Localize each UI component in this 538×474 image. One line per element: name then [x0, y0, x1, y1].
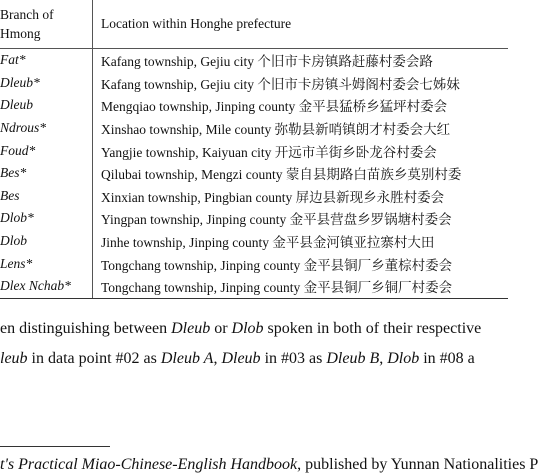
location-cell: Xinshao township, Mile county 弥勒县新哨镇朗才村委会大红: [101, 122, 451, 138]
branch-cell: Fat*: [0, 49, 93, 72]
branch-cell: Ndrous*: [0, 117, 93, 140]
italic-term: Dleub: [171, 320, 211, 337]
branch-cell: Bes: [0, 185, 93, 208]
location-cell: Mengqiao township, Jinping county 金平县猛桥乡猛坪村委会: [101, 99, 448, 115]
table-row: [0, 94, 508, 117]
table-row: [0, 162, 508, 185]
header-branch-line1: Branch of: [0, 7, 54, 22]
italic-term: Dlob: [387, 350, 420, 367]
footnote-title: t's Practical Miao-Chinese-English Handbook: [0, 456, 298, 473]
table-row: [0, 72, 508, 95]
table-row: [0, 230, 508, 253]
table-row: [0, 139, 508, 162]
italic-term: Dleub: [221, 350, 261, 367]
italic-term: leub: [0, 350, 28, 367]
table-header-row: [0, 0, 508, 49]
table-row: [0, 275, 508, 298]
text-run: ,: [213, 350, 222, 367]
table-row: [0, 117, 508, 140]
footnote-rule: [0, 446, 110, 447]
header-location-cell: Location within Honghe prefecture: [93, 0, 509, 49]
table-row: [0, 185, 508, 208]
footnote: [0, 456, 538, 474]
location-cell: Tongchang township, Jinping county 金平县铜厂乡铜厂村委会: [93, 275, 509, 298]
branch-cell: Bes*: [0, 162, 93, 185]
location-cell: Kafang township, Gejiu city 个旧市卡房镇斗姆阁村委会七姊妹: [101, 76, 460, 92]
text-run: in #03 as: [260, 350, 327, 367]
branch-cell: Dlob*: [0, 207, 93, 230]
body-text-line-2: [0, 350, 475, 368]
text-run: in #08 a: [419, 350, 475, 367]
table-row: [0, 49, 508, 72]
header-branch-cell: [0, 0, 93, 49]
italic-term: Dleub A: [160, 350, 214, 367]
location-cell: Kafang township, Gejiu city 个旧市卡房镇路赶藤村委会路: [101, 54, 433, 70]
location-cell: Tongchang township, Jinping county 金平县铜厂乡董棕村委会: [101, 257, 453, 273]
branch-cell: Lens*: [0, 252, 93, 275]
footnote-text: , published by Yunnan Nationalities P: [297, 456, 538, 473]
branch-cell: Dleub: [0, 94, 93, 117]
text-run: or: [210, 320, 232, 337]
table-row: [0, 207, 508, 230]
branch-cell: Dleub*: [0, 72, 93, 95]
branch-cell: Dlex Nchab*: [0, 275, 93, 298]
location-cell: Yingpan township, Jinping county 金平县营盘乡罗锅塘村委会: [101, 212, 452, 228]
location-cell: Xinxian township, Pingbian county 屏边县新现乡永胜村委会: [101, 189, 445, 205]
text-run: in data point #02 as: [27, 350, 161, 367]
text-run: en distinguishing between: [0, 320, 172, 337]
location-cell: Yangjie township, Kaiyuan city 开远市羊街乡卧龙谷村委会: [101, 144, 437, 160]
italic-term: Dleub B: [326, 350, 380, 367]
location-cell: Jinhe township, Jinping county 金平县金河镇亚拉寨村大田: [101, 235, 435, 251]
table-row: [0, 252, 508, 275]
italic-term: Dlob: [231, 320, 264, 337]
body-text-line-1: [0, 320, 481, 338]
branch-cell: Dlob: [0, 230, 93, 253]
text-run: ,: [379, 350, 388, 367]
header-branch-line2: Hmong: [0, 26, 41, 41]
branch-cell: Foud*: [0, 139, 93, 162]
text-run: spoken in both of their respective: [263, 320, 482, 337]
location-cell: Qilubai township, Mengzi county 蒙自县期路白苗族乡莫别村委: [101, 167, 462, 183]
